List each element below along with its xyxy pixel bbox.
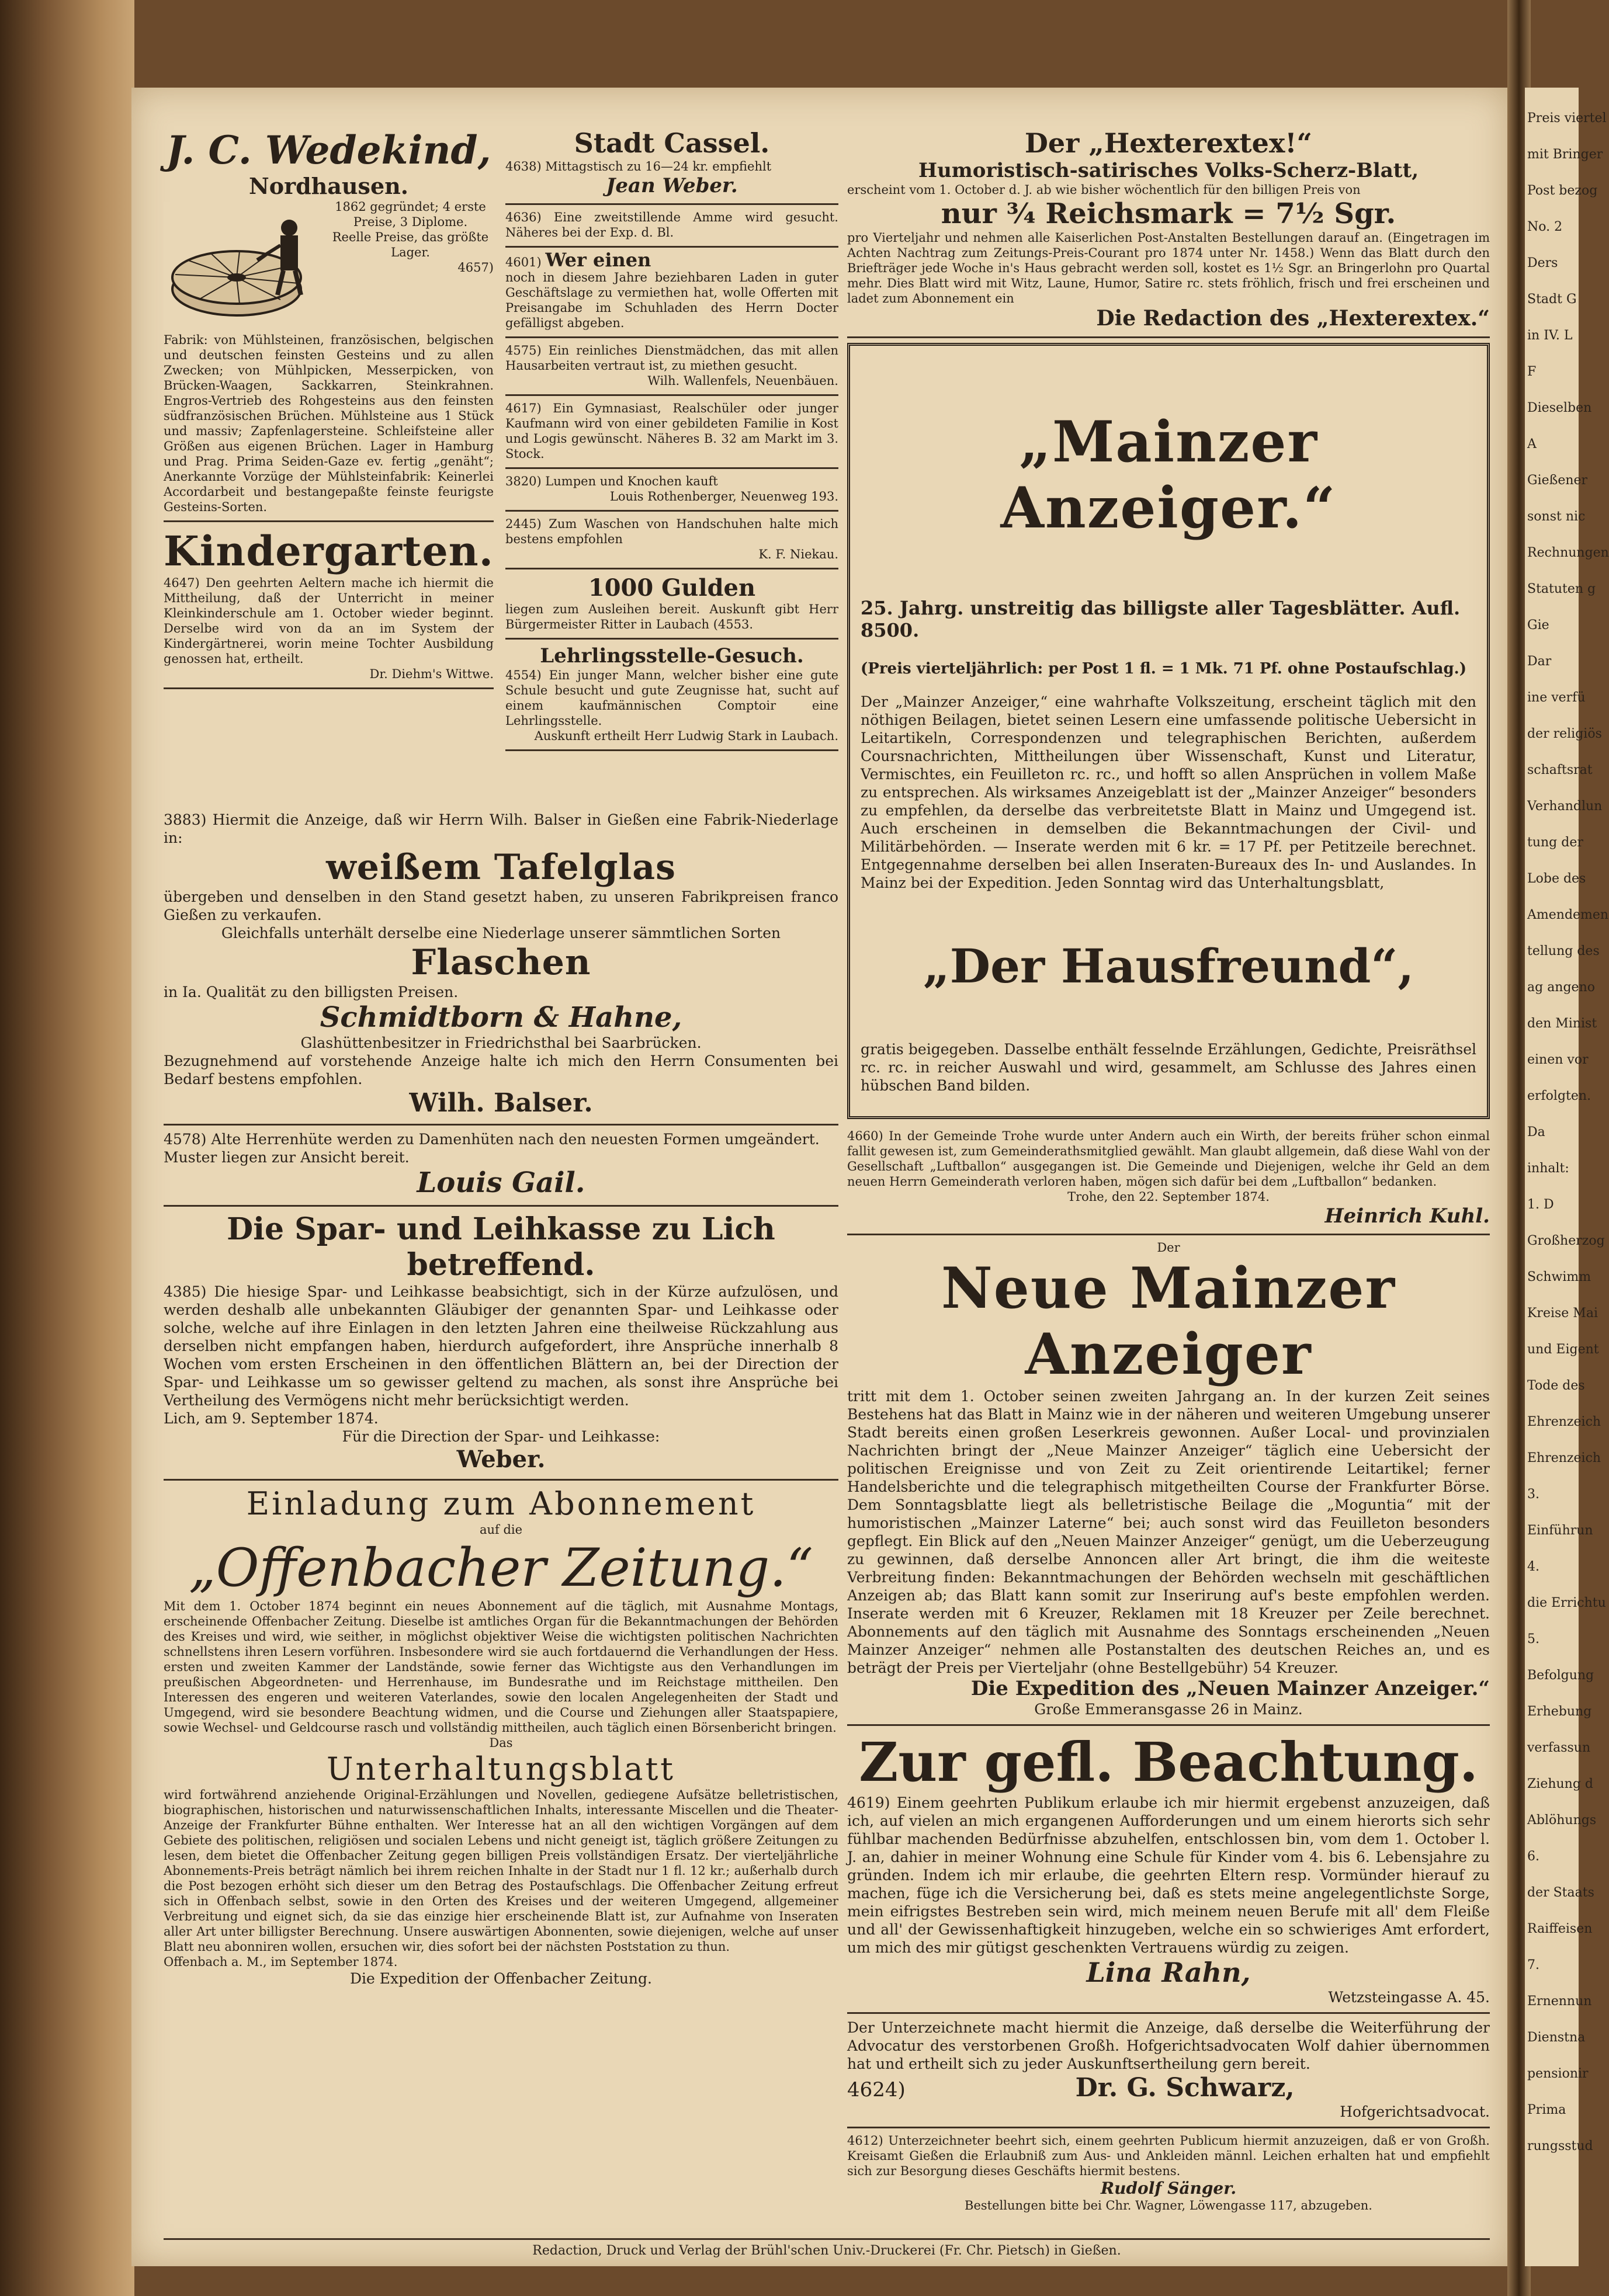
next-page-fragment: tung der: [1527, 835, 1583, 850]
next-page-fragment: Befolgung: [1527, 1668, 1594, 1683]
wedekind-text: Fabrik: von Mühlsteinen, französischen, belgischen und deutschen feinsten Gesteins und zu allen Zwecken; von Mühlpicken, Messerpicken, von Brücken-Waagen, Sackkarren, Steinkrahnen. Engros-Vertrieb des Rohgesteins aus den feinsten südfranzösischen Brüchen. Mühlsteine aus 1 Stück und massiv; Zapfenlagersteine. Schleifsteine aller Größen aus eigenen Brüchen. Lager in Hamburg und Prag. Prima Seiden-Gaze ev. fertig „genäht“; Anerkannte Vorzüge der Mühlsteinfabrik: Keinerlei Accordarbeit und bestangepaßte feinste feurigste Gesteins-Sorten.: [164, 333, 494, 514]
ad-sparkasse: [164, 1207, 838, 1481]
schwarz-text: Der Unterzeichnete macht hiermit die Anzeige, daß derselbe die Weiterführung der Advocatur des verstorbenen Großh. Hofgerichtsadvocaten Wolf dahier übernommen hat und ertheilt sich zu jeder Auskunftsertheilung gern bereit.: [847, 2019, 1490, 2072]
newspaper-page: [131, 88, 1507, 2266]
cassel-text: 4638) Mittagstisch zu 16—24 kr. empfiehlt: [505, 159, 772, 173]
tafelglas-text1: übergeben und denselben in den Stand gesetzt haben, zu unseren Fabrikpreisen franco Gießen zu verkaufen.: [164, 888, 838, 923]
offenbacher-unter: Unterhaltungsblatt: [327, 1750, 675, 1787]
mainzer-text: Der „Mainzer Anzeiger,“ eine wahrhafte Volkszeitung, erscheint täglich mit den nöthigen Beilagen, bietet seinen Lesern eine umfassende politische Uebersicht in Leitartikeln, Correspondenzen und telegraphischen Berichten, außerdem Coursnachrichten, Mittheilungen über Wissenschaft, Kunst und Literatur, Vermischtes, ein Feuilleton rc. rc., und hofft so allen Ansprüchen in vollem Maße zu entsprechen. Als wirksames Anzeigeblatt ist der „Mainzer Anzeiger“ besonders zu empfehlen, da derselbe das verbreitetste Blatt in Mainz und Umgegend ist. Auch erscheinen in demselben die Bekanntmachungen der Civil- und Militärbehörden. — Inserate werden mit 6 kr. = 17 Pf. per Petitzeile berechnet. Entgegennahme derselben bei allen Inseraten-Bureaux des In- und Auslandes. In Mainz bei der Expedition. Jeden Sonntag wird das Unterhaltungsblatt,: [861, 693, 1476, 891]
next-page-fragment: einen vor: [1527, 1053, 1589, 1067]
next-page-fragment: 1. D: [1527, 1197, 1554, 1212]
wedekind-founded: 1862 gegründet; 4 erste Preise, 3 Diplome.: [335, 200, 486, 229]
tafelglas-sig: Wilh. Balser.: [409, 1088, 593, 1118]
next-page-fragment: Tode des: [1527, 1378, 1585, 1393]
offenbacher-date: Offenbach a. M., im September 1874.: [164, 1955, 398, 1969]
beachtung-addr: Wetzsteingasse A. 45.: [1328, 1989, 1490, 2006]
next-page-fragment: Ziehung d: [1527, 1777, 1594, 1791]
next-page-fragment: erfolgten.: [1527, 1089, 1591, 1103]
wedekind-place: Nordhausen.: [249, 173, 408, 199]
tafelglas-text5: Bezugnehmend auf vorstehende Anzeige halte ich mich den Herrn Consumenten bei Bedarf bestens empfohlen.: [164, 1053, 838, 1088]
ad-gulden: [505, 569, 838, 640]
sparkasse-title: Die Spar- und Leihkasse zu Lich betreffend.: [227, 1211, 775, 1283]
next-page-fragment: A: [1527, 437, 1537, 451]
ad-beachtung: [847, 1726, 1490, 2014]
next-page-fragment: Da: [1527, 1125, 1545, 1140]
kindergarten-sig: Dr. Diehm's Wittwe.: [369, 667, 494, 681]
neue-mainzer-sig: Die Expedition des „Neuen Mainzer Anzeiger.“: [970, 1677, 1490, 1700]
next-page-fragment: Schwimm: [1527, 1270, 1591, 1284]
next-page-fragment: Raiffeisen: [1527, 1922, 1593, 1936]
ad-kindergarten: [164, 522, 494, 689]
next-page-fragment: Post bezog: [1527, 183, 1598, 198]
next-page-fragment: und Eigent: [1527, 1342, 1599, 1357]
wedekind-num: 4657): [457, 260, 494, 275]
next-page-fragment: rungsstud: [1527, 2139, 1593, 2153]
next-page-fragment: Dar: [1527, 654, 1552, 669]
next-page-fragment: 6.: [1527, 1849, 1539, 1864]
ad-lumpen: [505, 469, 838, 512]
sparkasse-sig: Weber.: [456, 1446, 546, 1473]
wagner-sig: Rudolf Sänger.: [1100, 2179, 1237, 2198]
neue-mainzer-title: Neue Mainzer Anzeiger: [941, 1255, 1396, 1387]
kindergarten-title: Kindergarten.: [164, 527, 494, 575]
hexterextex-text1: erscheint vom 1. October d. J. ab wie bisher wöchentlich für den billigen Preis von: [847, 183, 1361, 197]
offenbacher-sig: Die Expedition der Offenbacher Zeitung.: [350, 1970, 652, 1987]
sparkasse-dir: Für die Direction der Spar- und Leihkasse:: [342, 1428, 660, 1445]
cassel-title: Stadt Cassel.: [574, 127, 770, 159]
herrenhuete-sig: Louis Gail.: [417, 1166, 585, 1199]
gulden-text: liegen zum Ausleihen bereit. Auskunft gibt Herr Bürgermeister Ritter in Laubach (4553.: [505, 602, 838, 631]
lumpen-text: 3820) Lumpen und Knochen kauft: [505, 474, 718, 488]
book-edge: [0, 0, 134, 2296]
next-page-fragment: Ehrenzeich: [1527, 1451, 1601, 1465]
ad-trohe: [847, 1124, 1490, 1235]
mainzer-hausfreund: „Der Hausfreund“,: [923, 939, 1414, 994]
tafelglas-title2: Flaschen: [411, 942, 591, 983]
ad-herrenhuete: [164, 1126, 838, 1207]
next-page-fragment: Dieselben: [1527, 401, 1592, 415]
next-page-fragment: F: [1527, 364, 1537, 379]
next-page-fragment: 7.: [1527, 1958, 1539, 1972]
ad-gymnasiast: [505, 396, 838, 469]
neue-mainzer-text: tritt mit dem 1. October seinen zweiten Jahrgang an. In der kurzen Zeit seines Bestehens hat das Blatt in Mainz wie in der näheren und weiteren Umgebung unserer Stadt bereits einen großen Leserkreis gewonnen. Außer Local- und provinzialen Nachrichten bringt der „Neue Mainzer Anzeiger“ täglich eine Uebersicht der politischen Ereignisse und von Zeit zu Zeit orientirende Leitartikel; ferner Handelsberichte und die telegraphisch mitgetheilten Course der Frankfurter Börse. Dem Sonntagsblatte liegt als belletristische Beilage die „Moguntia“ mit der humoristischen „Mainzer Laterne“ bei; auch sonst wird das Feuilleton besonders gepflegt. Ein Blick auf den „Neuen Mainzer Anzeiger“ genügt, um die Ueberzeugung zu gewinnen, daß derselbe Annoncen aller Art bringt, die ihm die weiteste Verbreitung finden: Bekanntmachungen der Behörden wechseln mit geschäftlichen Anzeigen ab; das Blatt kann somit zur Inserirung auf's beste empfohlen werden. Inserate werden mit 6 Kreuzer, Reklamen mit 18 Kreuzer per Zeile berechnet. Abonnements auf den täglich mit Ausnahme des Sonntags erscheinenden „Neuen Mainzer Anzeiger“ nehmen alle Postanstalten des deutschen Reiches an, und es beträgt der Preis per Vierteljahr (ohne Bestellgebühr) 54 Kreuzer.: [847, 1388, 1490, 1676]
column-2: [505, 123, 838, 751]
tafelglas-text4: Glashüttenbesitzer in Friedrichsthal bei Saarbrücken.: [300, 1034, 702, 1051]
lehrling-title: Lehrlingsstelle-Gesuch.: [540, 644, 804, 668]
wer-einen-title: Wer einen: [545, 249, 651, 271]
next-page-fragment: Rechnungen: [1527, 546, 1609, 560]
lehrling-sig: Auskunft ertheilt Herr Ludwig Stark in Laubach.: [534, 729, 838, 743]
next-page-edge: [1525, 88, 1609, 2266]
schwarz-sig: Dr. G. Schwarz,: [1075, 2073, 1295, 2103]
lumpen-sig: Louis Rothenberger, Neuenweg 193.: [609, 489, 838, 503]
tafelglas-firm: Schmidtborn & Hahne,: [320, 1001, 682, 1034]
tafelglas-title: weißem Tafelglas: [326, 847, 676, 888]
next-page-fragment: mit Bringer: [1527, 147, 1603, 162]
next-page-fragment: Lobe des: [1527, 871, 1586, 886]
next-page-fragment: Preis viertel: [1527, 111, 1607, 126]
next-page-fragment: Dienstna: [1527, 2030, 1586, 2045]
next-page-fragment: sonst nic: [1527, 509, 1586, 524]
hexterextex-sub: Humoristisch-satirisches Volks-Scherz-Blatt,: [918, 159, 1419, 182]
next-page-fragment: Ablöhungs: [1527, 1813, 1597, 1828]
cassel-sig: Jean Weber.: [606, 174, 738, 197]
lehrling-text: 4554) Ein junger Mann, welcher bisher eine gute Schule besucht und gute Zeugnisse hat, sucht auf einem kaufmännischen Comptoir eine Lehrlingsstelle.: [505, 668, 838, 728]
beachtung-title: Zur gefl. Beachtung.: [859, 1731, 1478, 1794]
next-page-fragment: Gießener: [1527, 473, 1588, 488]
wedekind-prices: Reelle Preise, das größte Lager.: [332, 230, 489, 259]
column-1: [164, 123, 494, 689]
next-page-fragment: ag angeno: [1527, 980, 1595, 995]
next-page-fragment: Ernennun: [1527, 1994, 1592, 2009]
wagner-text: 4612) Unterzeichneter beehrt sich, einem geehrten Publicum hiermit anzuzeigen, daß er von Großh. Kreisamt Gießen die Erlaubniß zum Aus- und Ankleiden männl. Leichen erhalten hat und empfiehlt sich zur Besorgung dieses Geschäfts hiermit bestens.: [847, 2134, 1490, 2178]
next-page-fragment: in IV. L: [1527, 328, 1573, 343]
ad-cassel: [505, 123, 838, 205]
gulden-title: 1000 Gulden: [588, 574, 756, 602]
ad-hexterextex: [847, 123, 1490, 338]
ad-amme: [505, 205, 838, 248]
next-page-fragment: Gie: [1527, 618, 1549, 633]
ad-offenbacher: [164, 1481, 838, 1993]
trohe-text: 4660) In der Gemeinde Trohe wurde unter Andern auch ein Wirth, der bereits früher schon einmal fallit gewesen ist, zum Gemeinderathsmitglied gewählt. Man glaubt allgemein, daß diese Wahl von der Gesellschaft „Luftballon“ ausgegangen ist. Die Gemeinde und Diejenigen, welche ihr Geld an dem neuen Herrn Gemeinderath verloren haben, mögen sich dafür bei dem „Luftballon“ bedanken.: [847, 1129, 1490, 1189]
mainzer-line1: 25. Jahrg. unstreitig das billigste aller Tagesblätter. Aufl. 8500.: [861, 597, 1461, 641]
wedekind-title: J. C. Wedekind,: [166, 127, 491, 173]
dienstmaedchen-text: 4575) Ein reinliches Dienstmädchen, das mit allen Hausarbeiten vertraut ist, zu miethen gesucht.: [505, 343, 838, 373]
next-page-fragment: schaftsrat: [1527, 763, 1593, 777]
ad-waschen: [505, 512, 838, 569]
next-page-fragment: Amendemen: [1527, 908, 1609, 922]
ad-neue-mainzer: [847, 1235, 1490, 1726]
next-page-fragment: die Errichtu: [1527, 1596, 1606, 1610]
waschen-text: 2445) Zum Waschen von Handschuhen halte mich bestens empfohlen: [505, 517, 838, 546]
millstone-illustration: [164, 202, 321, 330]
neue-mainzer-der: Der: [1157, 1241, 1180, 1255]
hexterextex-title: Der „Hexterextex!“: [1024, 127, 1313, 159]
mainzer-text2: gratis beigegeben. Dasselbe enthält fesselnde Erzählungen, Gedichte, Preisräthsel rc. rc. in reicher Auswahl und wird, gesammelt, am Schlusse des Jahres einen hübschen Band bilden.: [861, 1041, 1476, 1094]
ad-mainzer: [847, 343, 1490, 1119]
schwarz-num: 4624): [847, 2078, 906, 2102]
sparkasse-date: Lich, am 9. September 1874.: [164, 1410, 379, 1427]
gymnasiast-text: 4617) Ein Gymnasiast, Realschüler oder junger Kaufmann wird von einer gebildeten Familie in Kost und Logis gewünscht. Näheres B. 32 am Markt im 3. Stock.: [505, 401, 838, 461]
tafelglas-text3: in Ia. Qualität zu den billigsten Preisen.: [164, 984, 459, 1001]
next-page-fragment: Verhandlun: [1527, 799, 1603, 814]
next-page-fragment: Ders: [1527, 256, 1558, 270]
ad-dienstmaedchen: [505, 338, 838, 396]
next-page-fragment: Ehrenzeich: [1527, 1415, 1601, 1429]
wer-einen-text: noch in diesem Jahre beziehbaren Laden in guter Geschäftslage zu vermiethen hat, wolle Offerten mit Preisangabe im Schuhladen des Herrn Docter gefälligst abgeben.: [505, 270, 838, 330]
hexterextex-price: nur ¾ Reichsmark = 7½ Sgr.: [941, 197, 1396, 230]
next-page-fragment: Einführun: [1527, 1523, 1593, 1538]
offenbacher-text: Mit dem 1. October 1874 beginnt ein neues Abonnement auf die täglich, mit Ausnahme Montags, erscheinende Offenbacher Zeitung. Dieselbe ist amtliches Organ für die Bekanntmachungen der Behörden des Kreises und wird, wie seither, in möglichst objektiver Weise die wichtigsten politischen Nachrichten schnellstens ihren Lesern vorführen. Insbesondere wird sie auch fortdauernd die Verhandlungen der Hess. ersten und zweiten Kammer der Landstände, sowie ferner das Wichtigste aus den Verhandlungen im preußischen Abgeordneten- und Herrenhause, im Bundesrathe und im Reichstage mittheilen. Den Interessen des engeren und weiteren Vaterlandes, sowie den localen Angelegenheiten der Stadt und Umgegend, wird sie besondere Beachtung widmen, und die Course und Ziehungen aller Staatspapiere, sowie Wechsel- und Geldcourse rasch und vollständig mittheilen, auch täglich einen Börsenbericht bringen.: [164, 1599, 838, 1735]
next-page-fragment: pensionir: [1527, 2066, 1589, 2081]
wagner-note: Bestellungen bitte bei Chr. Wagner, Löwengasse 117, abzugeben.: [965, 2198, 1372, 2212]
neue-mainzer-addr: Große Emmeransgasse 26 in Mainz.: [1034, 1701, 1303, 1718]
next-page-fragment: Statuten g: [1527, 582, 1596, 596]
amme-text: 4636) Eine zweitstillende Amme wird gesucht. Näheres bei der Exp. d. Bl.: [505, 210, 838, 239]
next-page-fragment: No. 2: [1527, 220, 1563, 234]
hexterextex-text2: pro Vierteljahr und nehmen alle Kaiserlichen Post-Anstalten Bestellungen darauf an. (Eingetragen im Achten Nachtrag zum Zeitungs-Preis-Courant pro 1874 unter Nr. 1458.) Wenn das Blatt durch den Briefträger jede Woche in's Haus gebracht werden soll, kostet es 1½ Sgr. an Bringerlohn pro Quartal mehr. Dies Blatt wird mit Witz, Laune, Humor, Satire rc. stets fröhlich, frisch und frei erscheinen und ladet zum Abonnement ein: [847, 231, 1490, 305]
next-page-fragment: inhalt:: [1527, 1161, 1569, 1176]
tafelglas-intro: 3883) Hiermit die Anzeige, daß wir Herrn Wilh. Balser in Gießen eine Fabrik-Niederlage in:: [164, 811, 838, 846]
mainzer-title: „Mainzer Anzeiger.“: [1000, 409, 1337, 541]
imprint-footer: Redaction, Druck und Verlag der Brühl'schen Univ.-Druckerei (Fr. Chr. Pietsch) in Gießen.: [164, 2238, 1490, 2258]
offenbacher-title1: Einladung zum Abonnement: [246, 1485, 756, 1522]
herrenhuete-text: 4578) Alte Herrenhüte werden zu Damenhüten nach den neuesten Formen umgeändert.: [164, 1131, 820, 1148]
next-page-fragment: 4.: [1527, 1559, 1539, 1574]
trohe-sig: Heinrich Kuhl.: [1324, 1204, 1490, 1228]
dienstmaedchen-sig: Wilh. Wallenfels, Neuenbäuen.: [647, 374, 838, 388]
ad-wer-einen: [505, 248, 838, 338]
wide-block: [164, 806, 838, 1993]
next-page-fragment: tellung des: [1527, 944, 1600, 958]
next-page-fragment: ine verfü: [1527, 690, 1586, 705]
schwarz-role: Hofgerichtsadvocat.: [1340, 2103, 1490, 2120]
offenbacher-auf: auf die: [479, 1523, 523, 1537]
next-page-fragment: Prima: [1527, 2103, 1566, 2117]
kindergarten-text: 4647) Den geehrten Aeltern mache ich hiermit die Mittheilung, daß der Unterricht in meiner Kleinkinderschule am 1. October wieder beginnt. Derselbe wird von da an im System der Kindergärtnerei, worin meine Tochter Ausbildung genossen hat, ertheilt.: [164, 576, 494, 666]
ad-schwarz: [847, 2014, 1490, 2128]
offenbacher-text2: wird fortwährend anziehende Original-Erzählungen und Novellen, gediegene Aufsätze belletristischen, biographischen, historischen und naturwissenschaftlichen Inhalts, interessante Miscellen und die Theater-Anzeige der Frankfurter Bühne enthalten. Wer Interesse hat an all den wichtigen Vorgängen auf dem Gebiete des politischen, religiösen und socialen Lebens und nicht geneigt ist, täglich größere Zeitungen zu lesen, dem bietet die Offenbacher Zeitung gegen billigen Preis vollständigen Ersatz. Der vierteljährliche Abonnements-Preis beträgt nämlich bei ihrem reichen Inhalte in der Stadt nur 1 fl. 12 kr.; außerhalb durch die Post bezogen erhöht sich dieser um den Betrag des Postaufschlags. Die Offenbacher Zeitung erfreut sich in Offenbach selbst, sowie in den Orten des Kreises und der weiteren Umgegend, allgemeiner Verbreitung und eignet sich, da sie das einzige hier erscheinende Blatt ist, zur Aufnahme von Inseraten aller Art unter billigster Berechnung. Unsere auswärtigen Abonnenten, sowie diejenigen, welche auf unser Blatt neu abonniren wollen, ersuchen wir, dies sofort bei der nächsten Poststation zu thun.: [164, 1788, 838, 1954]
next-page-fragment: den Minist: [1527, 1016, 1597, 1031]
ad-tafelglas: [164, 806, 838, 1126]
mainzer-line2: (Preis vierteljährlich: per Post 1 fl. = 1 Mk. 71 Pf. ohne Postaufschlag.): [861, 660, 1466, 678]
trohe-date: Trohe, den 22. September 1874.: [1067, 1190, 1270, 1204]
next-page-fragment: der Staats: [1527, 1885, 1594, 1900]
next-page-fragment: der religiös: [1527, 727, 1602, 741]
next-page-fragment: Erhebung: [1527, 1704, 1592, 1719]
hexterextex-sig: Die Redaction des „Hexterextex.“: [1096, 306, 1490, 331]
offenbacher-das: Das: [489, 1736, 513, 1750]
next-page-fragment: Kreise Mai: [1527, 1306, 1598, 1321]
column-3: [847, 123, 1490, 2219]
next-page-fragment: verfassun: [1527, 1741, 1591, 1755]
waschen-sig: K. F. Niekau.: [758, 547, 838, 561]
next-page-fragment: Großherzog: [1527, 1234, 1605, 1248]
beachtung-text: 4619) Einem geehrten Publikum erlaube ich mir hiermit ergebenst anzuzeigen, daß ich, auf vielen an mich ergangenen Aufforderungen und um einem hierorts sich sehr fühlbar machenden Bedürfnisse abzuhelfen, entschlossen bin, vom dem 1. October l. J. an, dahier in meiner Wohnung eine Schule für Kinder vom 4. bis 6. Lebensjahre zu gründen. Indem ich mir erlaube, die geehrten Eltern resp. Vormünder hierauf zu machen, füge ich die Versicherung bei, daß es stets meine angelegentlichste Sorge, mein eifrigstes Bestreben sein wird, mich meinem neuen Berufe mit all' dem Fleiße und all' der Gewissenhaftigkeit hinzugeben, welche ein so schwieriges Amt erfordert, um mich des mir gütigst geschenkten Vertrauens würdig zu zeigen.: [847, 1794, 1490, 1956]
sparkasse-text: 4385) Die hiesige Spar- und Leihkasse beabsichtigt, sich in der Kürze aufzulösen, und werden deshalb alle unbekannten Gläubiger der genannten Spar- und Leihkasse oder solche, welche auf ihre Einlagen in den letzten Jahren eine theilweise Rückzahlung aus derselben nicht empfangen haben, hierdurch aufgefordert, ihre Ansprüche innerhalb 8 Wochen vom ersten Erscheinen in den öffentlichen Blättern an, bei der Direction der Spar- und Leihkasse um so gewisser geltend zu machen, als sonst ihre Ansprüche bei Vertheilung des Vermögens nicht mehr berücksichtigt werden.: [164, 1283, 838, 1409]
next-page-fragment: 3.: [1527, 1487, 1539, 1502]
next-page-fragment: Stadt G: [1527, 292, 1577, 307]
wer-einen-num: 4601): [505, 255, 542, 269]
offenbacher-title2: „Offenbacher Zeitung.“: [189, 1537, 813, 1599]
beachtung-sig: Lina Rahn,: [1086, 1957, 1251, 1988]
herrenhuete-text2: Muster liegen zur Ansicht bereit.: [164, 1149, 410, 1166]
tafelglas-text2: Gleichfalls unterhält derselbe eine Niederlage unserer sämmtlichen Sorten: [221, 925, 781, 942]
ad-lehrling: [505, 640, 838, 751]
ad-wedekind: [164, 123, 494, 522]
next-page-fragment: 5.: [1527, 1632, 1539, 1647]
ad-wagner: [847, 2128, 1490, 2219]
